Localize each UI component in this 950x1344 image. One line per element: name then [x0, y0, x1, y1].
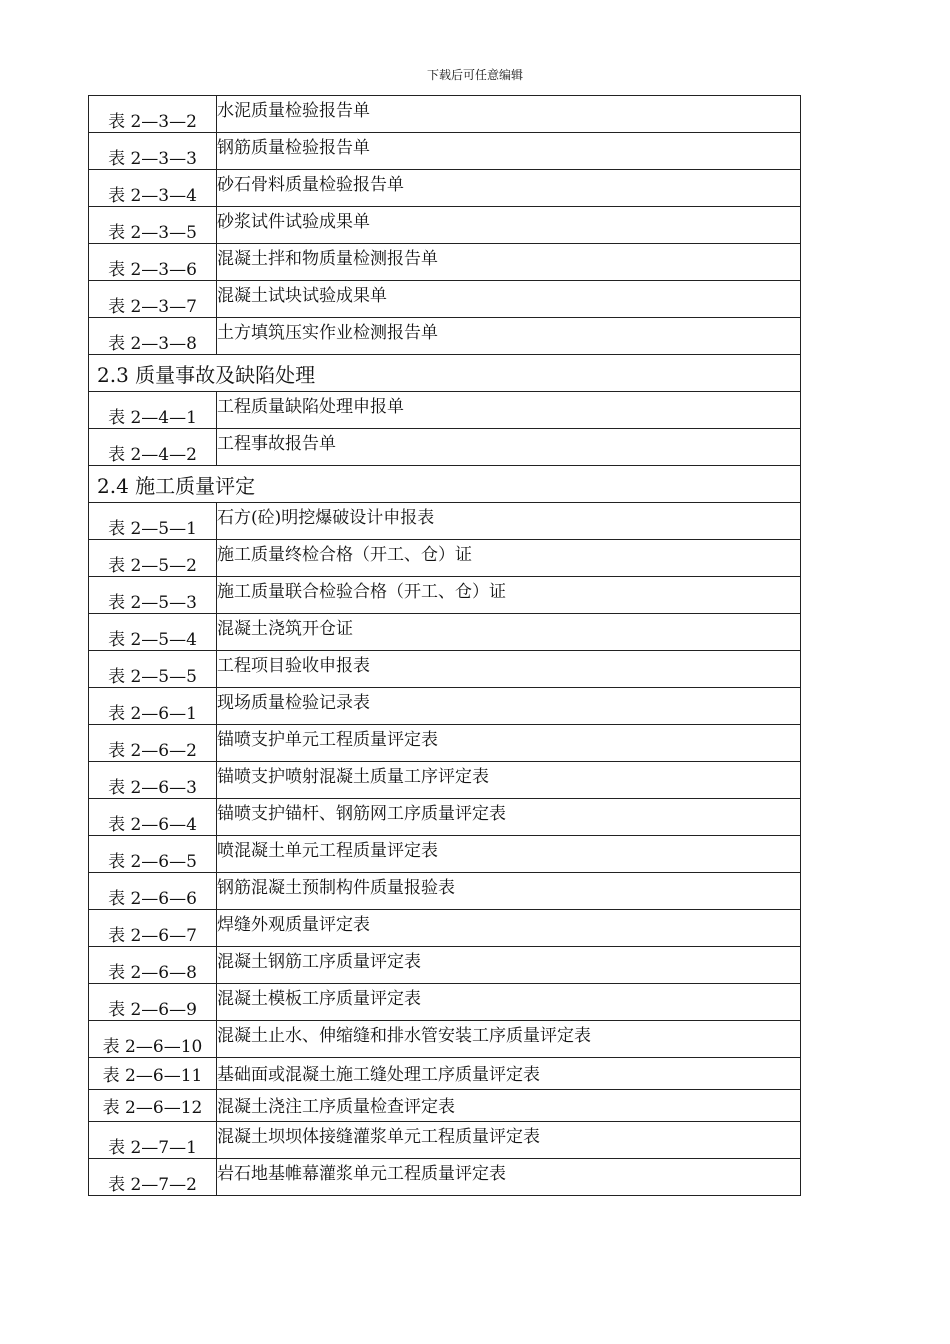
table-row — [89, 1090, 801, 1122]
form-title: 混凝土止水、伸缩缝和排水管安装工序质量评定表 — [217, 1021, 801, 1058]
table-row — [89, 1021, 801, 1058]
table-row — [89, 429, 801, 466]
form-title: 岩石地基帷幕灌浆单元工程质量评定表 — [217, 1159, 801, 1196]
form-code: 表 2—6—8 — [89, 947, 217, 984]
form-code: 表 2—5—3 — [89, 577, 217, 614]
table-row — [89, 1058, 801, 1090]
form-code: 表 2—5—4 — [89, 614, 217, 651]
form-title: 砂浆试件试验成果单 — [217, 207, 801, 244]
table-row — [89, 207, 801, 244]
table-row — [89, 836, 801, 873]
form-title: 工程质量缺陷处理申报单 — [217, 392, 801, 429]
form-title: 喷混凝土单元工程质量评定表 — [217, 836, 801, 873]
form-title: 焊缝外观质量评定表 — [217, 910, 801, 947]
form-title: 钢筋混凝土预制构件质量报验表 — [217, 873, 801, 910]
form-title: 混凝土浇筑开仓证 — [217, 614, 801, 651]
table-row — [89, 318, 801, 355]
form-code: 表 2—5—1 — [89, 503, 217, 540]
form-code: 表 2—6—3 — [89, 762, 217, 799]
form-code: 表 2—3—4 — [89, 170, 217, 207]
table-row — [89, 170, 801, 207]
table-row — [89, 762, 801, 799]
table-row — [89, 244, 801, 281]
form-title: 混凝土模板工序质量评定表 — [217, 984, 801, 1021]
form-title: 混凝土坝坝体接缝灌浆单元工程质量评定表 — [217, 1122, 801, 1159]
table-row — [89, 503, 801, 540]
form-code: 表 2—3—8 — [89, 318, 217, 355]
form-title: 锚喷支护喷射混凝土质量工序评定表 — [217, 762, 801, 799]
form-title: 工程事故报告单 — [217, 429, 801, 466]
form-code: 表 2—6—5 — [89, 836, 217, 873]
form-title: 石方(砼)明挖爆破设计申报表 — [217, 503, 801, 540]
form-title: 混凝土钢筋工序质量评定表 — [217, 947, 801, 984]
page-header: 下载后可任意编辑 — [426, 68, 523, 82]
table-row — [89, 540, 801, 577]
form-code: 表 2—5—2 — [89, 540, 217, 577]
table-row — [89, 910, 801, 947]
form-title: 土方填筑压实作业检测报告单 — [217, 318, 801, 355]
form-code: 表 2—6—1 — [89, 688, 217, 725]
section-heading-row — [89, 355, 801, 392]
table-row — [89, 799, 801, 836]
table-row — [89, 133, 801, 170]
section-heading: 2.3 质量事故及缺陷处理 — [89, 355, 801, 392]
form-code: 表 2—3—5 — [89, 207, 217, 244]
form-title: 混凝土试块试验成果单 — [217, 281, 801, 318]
section-heading-row — [89, 466, 801, 503]
form-title: 混凝土浇注工序质量检查评定表 — [217, 1090, 801, 1122]
table-row — [89, 281, 801, 318]
form-title: 锚喷支护单元工程质量评定表 — [217, 725, 801, 762]
form-code: 表 2—6—9 — [89, 984, 217, 1021]
table-body — [89, 96, 801, 1196]
form-title: 锚喷支护锚杆、钢筋网工序质量评定表 — [217, 799, 801, 836]
form-title: 工程项目验收申报表 — [217, 651, 801, 688]
form-code: 表 2—6—12 — [89, 1090, 217, 1122]
form-title: 钢筋质量检验报告单 — [217, 133, 801, 170]
table-row — [89, 651, 801, 688]
form-title: 砂石骨料质量检验报告单 — [217, 170, 801, 207]
form-code: 表 2—6—2 — [89, 725, 217, 762]
table-row — [89, 1122, 801, 1159]
form-title: 施工质量联合检验合格（开工、仓）证 — [217, 577, 801, 614]
form-code: 表 2—6—11 — [89, 1058, 217, 1090]
table-row — [89, 947, 801, 984]
form-title: 现场质量检验记录表 — [217, 688, 801, 725]
form-title: 基础面或混凝土施工缝处理工序质量评定表 — [217, 1058, 801, 1090]
form-title: 混凝土拌和物质量检测报告单 — [217, 244, 801, 281]
table-row — [89, 1159, 801, 1196]
table-row — [89, 725, 801, 762]
form-code: 表 2—6—7 — [89, 910, 217, 947]
table-row — [89, 392, 801, 429]
form-code: 表 2—4—2 — [89, 429, 217, 466]
form-code: 表 2—3—3 — [89, 133, 217, 170]
table-row — [89, 984, 801, 1021]
table-row — [89, 873, 801, 910]
section-heading: 2.4 施工质量评定 — [89, 466, 801, 503]
table-row — [89, 96, 801, 133]
form-title: 施工质量终检合格（开工、仓）证 — [217, 540, 801, 577]
form-code: 表 2—6—10 — [89, 1021, 217, 1058]
form-code: 表 2—4—1 — [89, 392, 217, 429]
form-code: 表 2—6—4 — [89, 799, 217, 836]
table-row — [89, 688, 801, 725]
form-code: 表 2—6—6 — [89, 873, 217, 910]
form-code: 表 2—3—7 — [89, 281, 217, 318]
form-code: 表 2—7—1 — [89, 1122, 217, 1159]
form-title: 水泥质量检验报告单 — [217, 96, 801, 133]
table-row — [89, 577, 801, 614]
form-code: 表 2—5—5 — [89, 651, 217, 688]
form-code: 表 2—3—6 — [89, 244, 217, 281]
document-table — [88, 95, 801, 1196]
form-code: 表 2—3—2 — [89, 96, 217, 133]
form-code: 表 2—7—2 — [89, 1159, 217, 1196]
table-row — [89, 614, 801, 651]
